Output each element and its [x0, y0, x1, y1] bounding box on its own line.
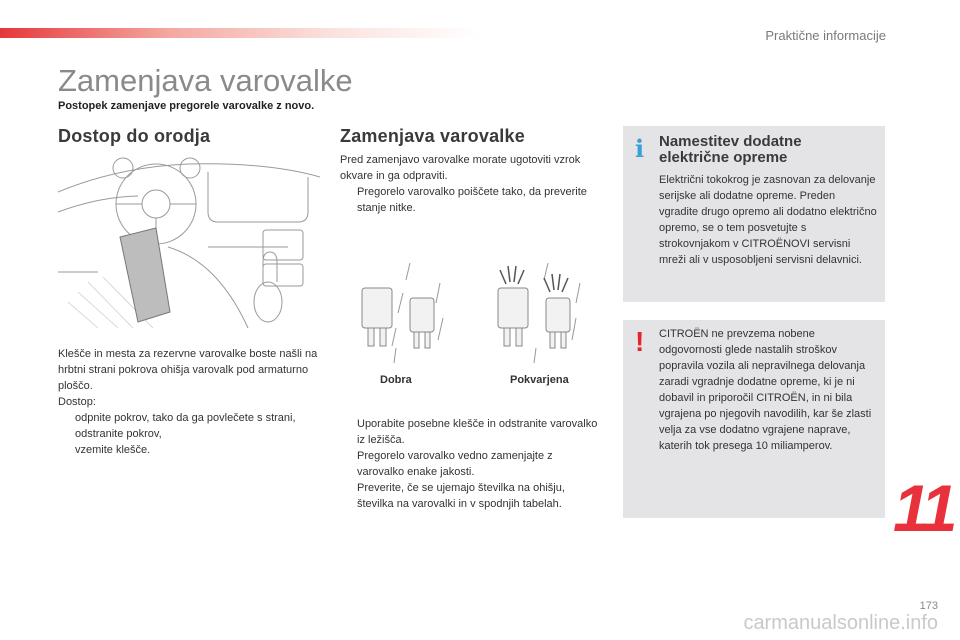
- heading-tool-access: Dostop do orodja: [58, 126, 211, 146]
- page-subtitle: Postopek zamenjave pregorele varovalke z novo.: [58, 100, 315, 112]
- access-label: Dostop:: [58, 396, 96, 408]
- fuse-steps-text: [340, 416, 602, 512]
- caption-blown-fuse: Pokvarjena: [510, 374, 569, 386]
- list-item: vzemite klešče.: [75, 444, 151, 456]
- fuse-steps-top: [340, 184, 602, 216]
- caption-good-fuse: Dobra: [380, 374, 412, 386]
- header-accent-bar: [0, 28, 480, 38]
- list-item: Pregorelo varovalko vedno zamenjajte z varovalko enake jakosti.: [357, 450, 553, 478]
- chapter-number: 11: [893, 471, 954, 545]
- info-box-text: Električni tokokrog je zasnovan za delovanje serijske ali dodatne opreme. Preden vgradite drugo opremo ali dodatno električno opremo, se o tem posvetujte s strokovnjakom v CITROËNOVI servisni mreži ali v usposobljeni servisni delavnici.: [659, 174, 877, 266]
- fuse-intro-text: [340, 152, 602, 216]
- access-steps: [58, 410, 320, 458]
- fuse-steps-bottom: [340, 416, 602, 512]
- watermark: carmanualsonline.info: [743, 612, 938, 634]
- page-number: 173: [919, 600, 938, 612]
- list-item: Uporabite posebne klešče in odstranite varovalko iz ležišča.: [357, 418, 598, 446]
- info-box-electrical-accessories: [623, 126, 885, 302]
- dashboard-illustration: [58, 152, 320, 328]
- list-item: Pregorelo varovalko poiščete tako, da preverite stanje nitke.: [357, 186, 587, 214]
- info-icon: i: [635, 134, 645, 163]
- list-item: Preverite, če se ujemajo številka na ohišju, številka na varovalki in v spodnjih tabelah.: [357, 482, 565, 510]
- heading-fuse-replacement: Zamenjava varovalke: [340, 126, 525, 146]
- fuse-intro: Pred zamenjavo varovalke morate ugotoviti vzrok okvare in ga odpraviti.: [340, 154, 581, 182]
- list-item: odstranite pokrov,: [75, 428, 162, 440]
- warning-box: [623, 320, 885, 518]
- warning-icon: !: [635, 326, 645, 357]
- fuse-comparison-illustration: [348, 258, 588, 368]
- fuse-box-cover-highlight: [120, 228, 170, 322]
- page-title: Zamenjava varovalke: [58, 63, 353, 98]
- section-label: Praktične informacije: [765, 28, 886, 43]
- tool-access-intro: Klešče in mesta za rezervne varovalke boste našli na hrbtni strani pokrova ohišja varovalk pod armaturno ploščo.: [58, 348, 318, 392]
- warning-box-text: CITROËN ne prevzema nobene odgovornosti glede nastalih stroškov popravila vozila ali nepravilnega delovanja zaradi vgradnje dodatne opreme, ki je ni dobavil in priporočil CITROËN, in ni bila vgrajena po njegovih navodilih, kar še zlasti velja za vse dodatno vgrajene naprave, katerih tok presega 10 miliamperov.: [659, 328, 872, 452]
- list-item: odpnite pokrov, tako da ga povlečete s strani,: [75, 412, 296, 424]
- tool-access-text: [58, 346, 320, 458]
- info-box-title: Namestitev dodatne električne opreme: [659, 133, 802, 166]
